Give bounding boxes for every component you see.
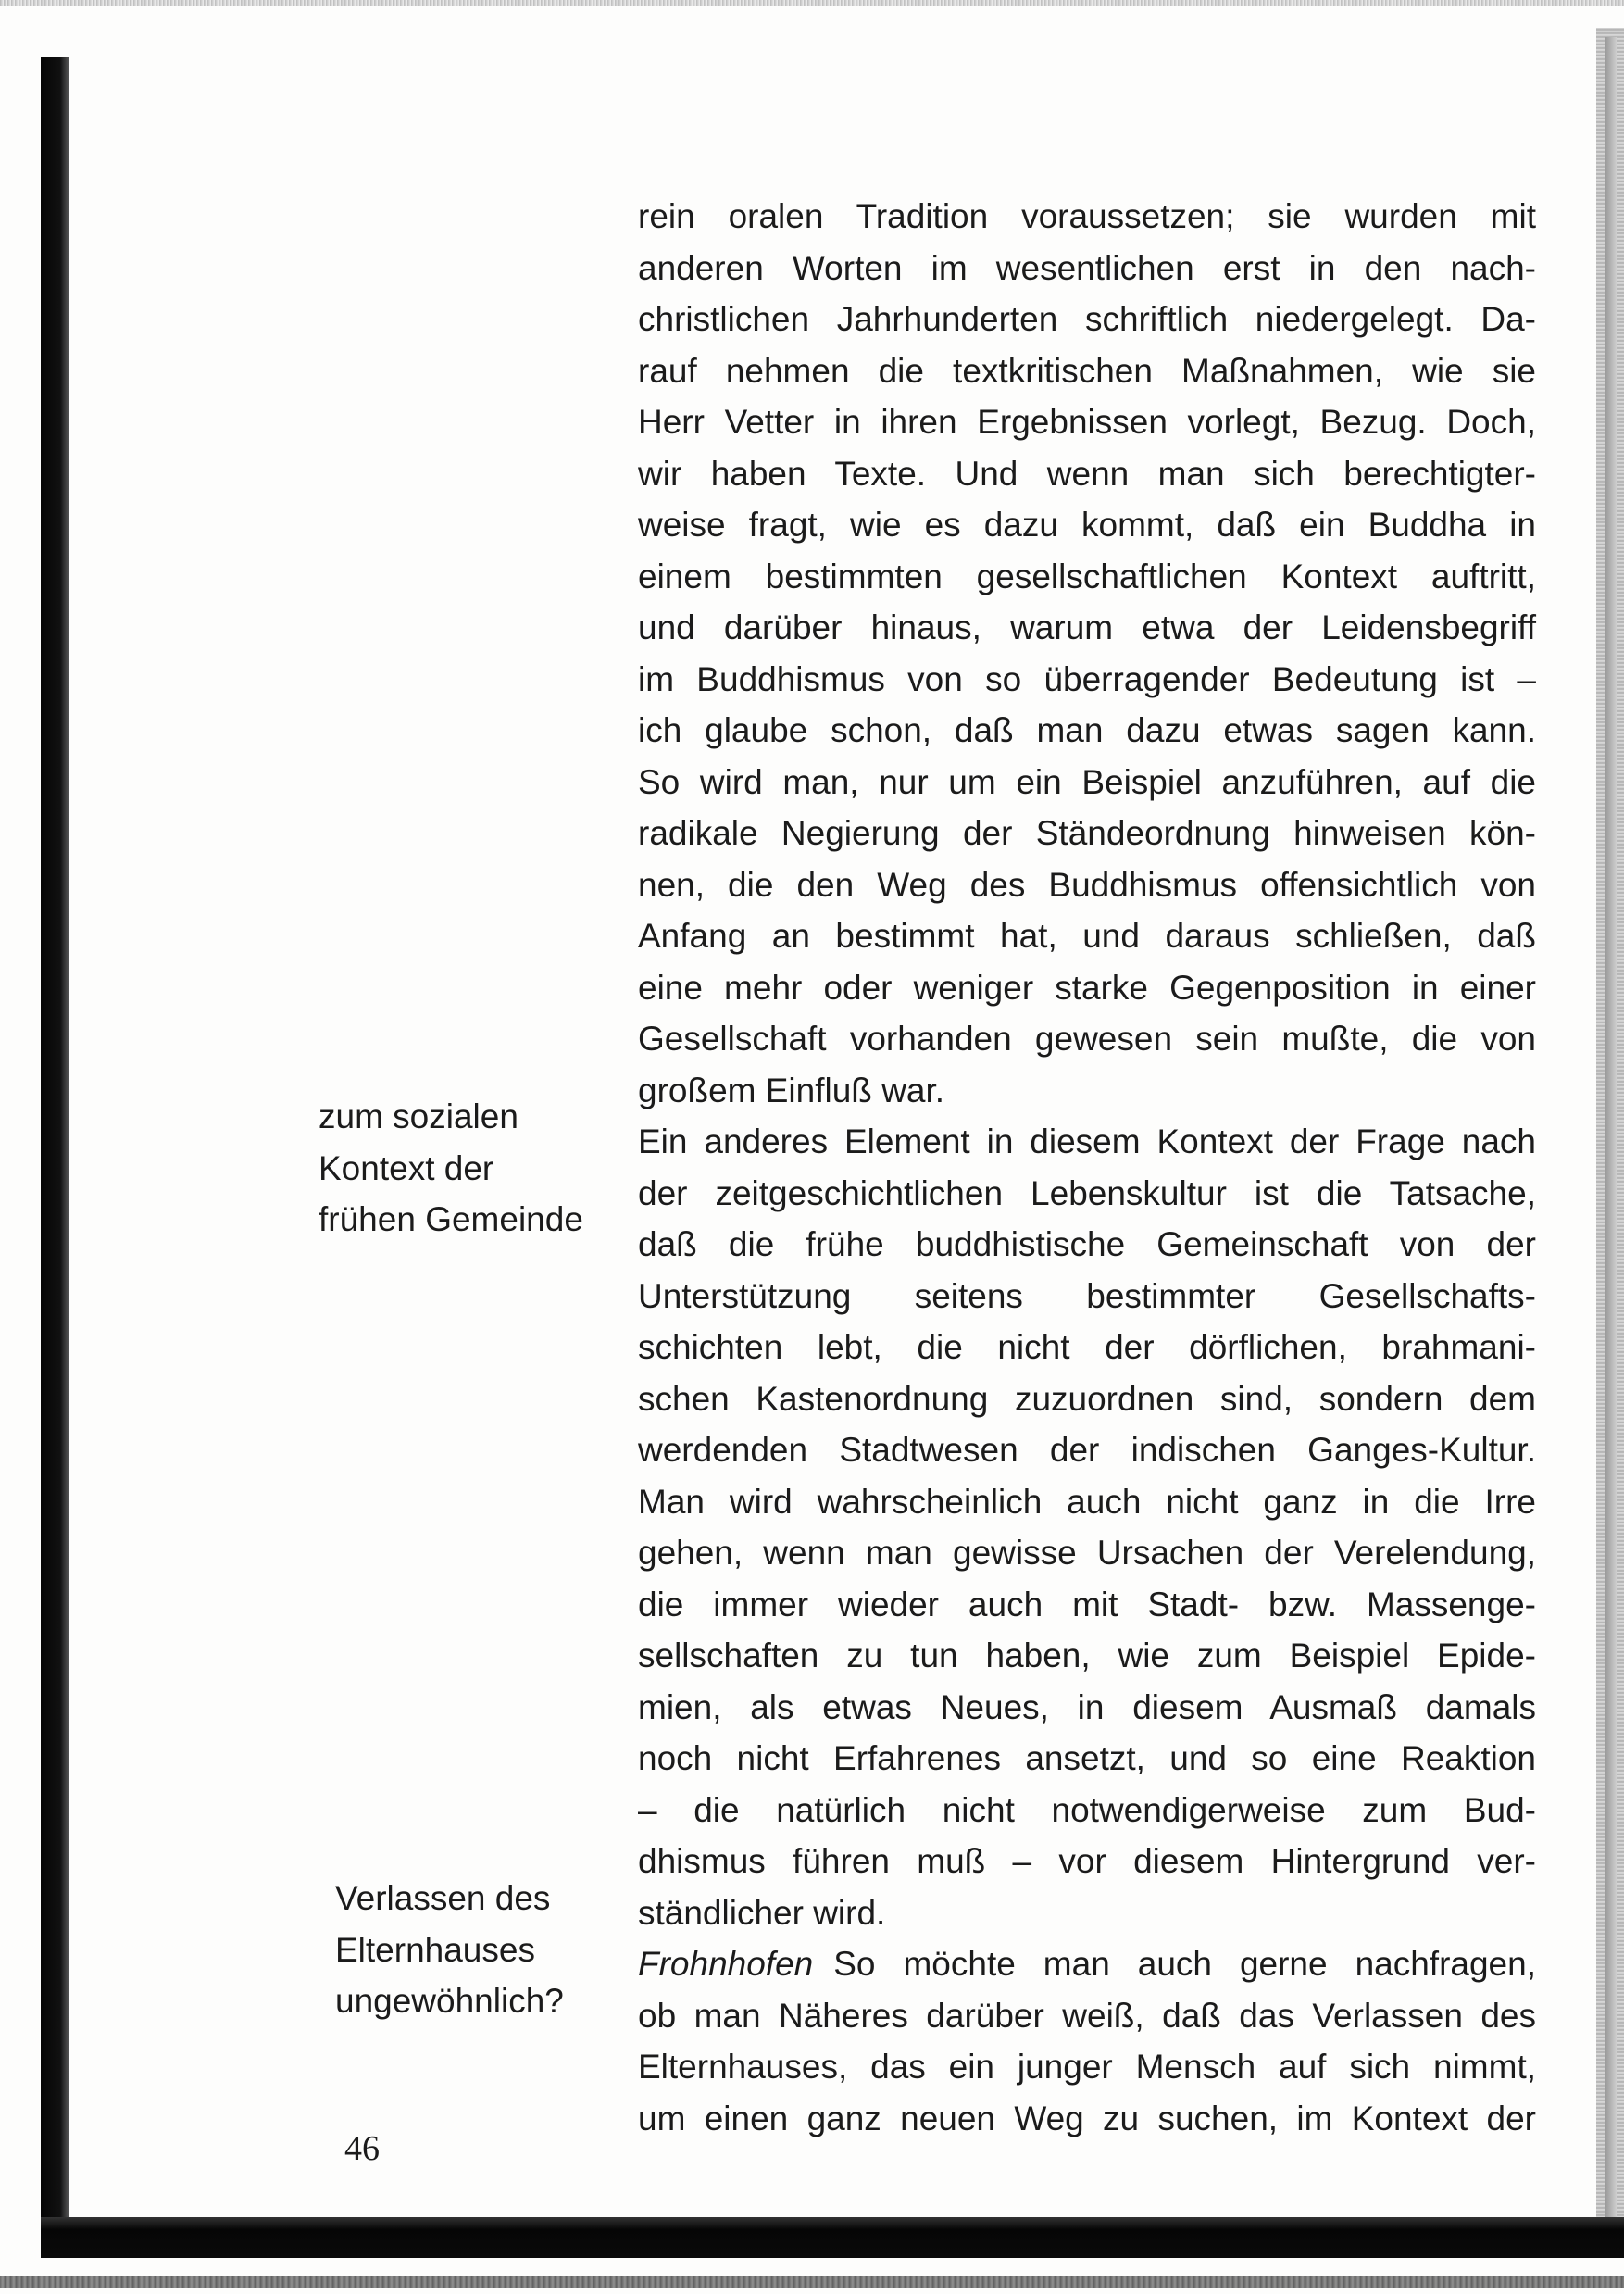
margin-note-line: Kontext der	[319, 1148, 494, 1187]
text-line: die immer wieder auch mit Stadt- bzw. Massenge-	[638, 1585, 1536, 1623]
text-line: ob man Näheres darüber weiß, daß das Verlassen des	[638, 1996, 1536, 2035]
text-line: mien, als etwas Neues, in diesem Ausmaß damals	[638, 1687, 1536, 1726]
text-line: eine mehr oder weniger starke Gegenposition in einer	[638, 968, 1536, 1007]
text-line: So wird man, nur um ein Beispiel anzuführen, auf die	[638, 762, 1536, 801]
paragraph-2	[638, 1116, 1536, 1938]
margin-note-line: zum sozialen	[319, 1097, 518, 1135]
scan-edge-right-shadow	[1605, 37, 1617, 2223]
text-line: radikale Negierung der Ständeordnung hinweisen kön-	[638, 814, 1536, 852]
scan-edge-top	[0, 0, 1624, 6]
text-line: ständlicher wird.	[638, 1893, 886, 1932]
text-line: der zeitgeschichtlichen Lebenskultur ist die Tatsache,	[638, 1173, 1536, 1212]
text-line: Ein anderes Element in diesem Kontext der Frage nach	[638, 1122, 1536, 1160]
speaker-text: So möchte man auch gerne nachfragen,	[833, 1945, 1536, 1983]
text-line: noch nicht Erfahrenes ansetzt, und so eine Reaktion	[638, 1739, 1536, 1777]
speaker-name: Frohnhofen	[638, 1945, 814, 1983]
text-line: weise fragt, wie es dazu kommt, daß ein Buddha in	[638, 506, 1536, 544]
text-line: sellschaften zu tun haben, wie zum Beispiel Epide-	[638, 1636, 1536, 1674]
scan-edge-left	[41, 57, 69, 2254]
margin-note-social-context	[319, 1091, 583, 1246]
text-line: Unterstützung seitens bestimmter Gesellschafts-	[638, 1276, 1536, 1315]
text-line: anderen Worten im wesentlichen erst in den nach-	[638, 248, 1536, 287]
scan-edge-bottom-strip	[0, 2276, 1624, 2288]
text-line: wir haben Texte. Und wenn man sich berechtigter-	[638, 454, 1536, 493]
text-line-speaker	[638, 1938, 1536, 1990]
text-line: Elternhauses, das ein junger Mensch auf sich nimmt,	[638, 2048, 1536, 2086]
text-line: großem Einfluß war.	[638, 1071, 945, 1109]
paragraph-3	[638, 1938, 1536, 2144]
text-line: rein oralen Tradition voraussetzen; sie wurden mit	[638, 197, 1536, 235]
text-line: nen, die den Weg des Buddhismus offensichtlich von	[638, 865, 1536, 904]
text-line: gehen, wenn man gewisse Ursachen der Verelendung,	[638, 1534, 1536, 1572]
text-line: Herr Vetter in ihren Ergebnissen vorlegt, Bezug. Doch,	[638, 403, 1536, 441]
text-line: dhismus führen muß – vor diesem Hintergrund ver-	[638, 1842, 1536, 1880]
paragraph-1	[638, 191, 1536, 1116]
margin-note-line: frühen Gemeinde	[319, 1200, 583, 1238]
text-line: – die natürlich nicht notwendigerweise zum Bud-	[638, 1790, 1536, 1829]
text-line: schen Kastenordnung zuzuordnen sind, sondern dem	[638, 1379, 1536, 1418]
text-line: rauf nehmen die textkritischen Maßnahmen, wie sie	[638, 351, 1536, 390]
text-line: im Buddhismus von so überragender Bedeutung ist –	[638, 659, 1536, 698]
margin-note-line: Elternhauses	[335, 1930, 535, 1969]
text-line: schichten lebt, die nicht der dörflichen, brahmani-	[638, 1328, 1536, 1366]
margin-note-line: ungewöhnlich?	[335, 1982, 564, 2020]
text-line: ich glaube schon, daß man dazu etwas sagen kann.	[638, 711, 1536, 749]
text-line: Man wird wahrscheinlich auch nicht ganz in die Irre	[638, 1482, 1536, 1521]
page-number: 46	[344, 2129, 380, 2168]
text-line: um einen ganz neuen Weg zu suchen, im Kontext der	[638, 2099, 1536, 2137]
text-line: einem bestimmten gesellschaftlichen Kontext auftritt,	[638, 557, 1536, 595]
text-line: und darüber hinaus, warum etwa der Leidensbegriff	[638, 608, 1536, 646]
margin-note-leaving-home	[335, 1873, 564, 2027]
main-text-column	[638, 191, 1536, 2144]
scan-edge-bottom	[41, 2217, 1624, 2258]
text-line: christlichen Jahrhunderten schriftlich niedergelegt. Da-	[638, 300, 1536, 338]
text-line: werdenden Stadtwesen der indischen Ganges-Kultur.	[638, 1431, 1536, 1469]
text-line: daß die frühe buddhistische Gemeinschaft von der	[638, 1225, 1536, 1263]
text-line: Anfang an bestimmt hat, und daraus schließen, daß	[638, 917, 1536, 955]
margin-note-line: Verlassen des	[335, 1879, 551, 1917]
text-line: Gesellschaft vorhanden gewesen sein mußte, die von	[638, 1020, 1536, 1058]
